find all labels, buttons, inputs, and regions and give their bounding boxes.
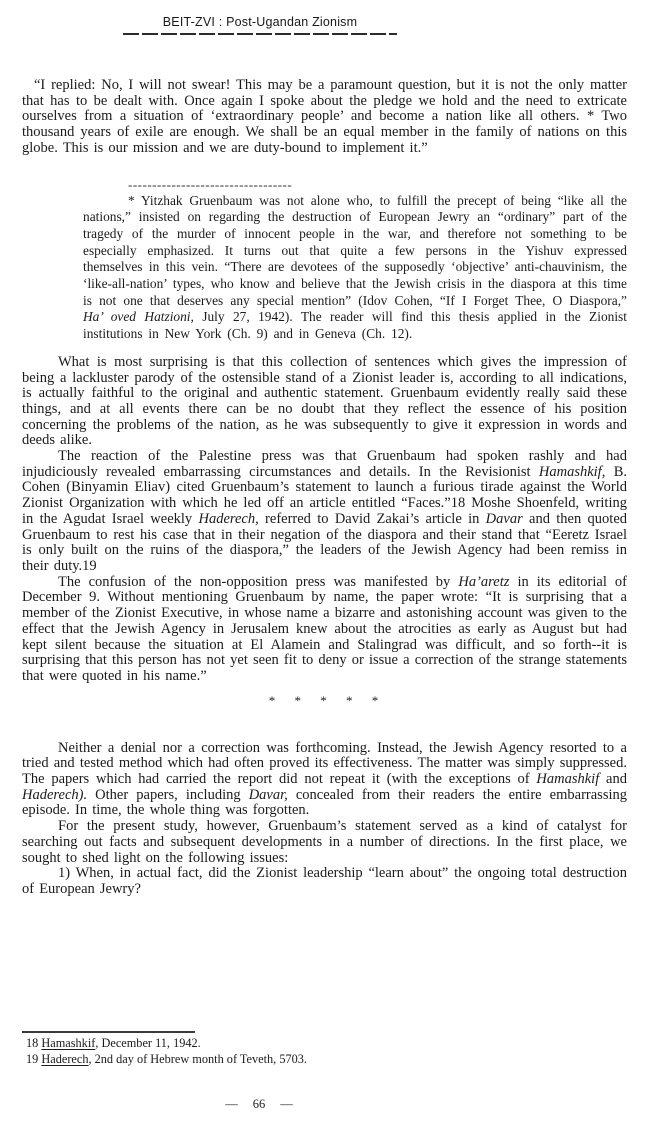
paragraph-no-denial: Neither a denial nor a correction was forthcoming. Instead, the Jewish Agency resorted to a tried and tested method which had often proved its effectiveness. The matter was simply suppressed. The papers which had carried the report did not repeat it (with the exceptions of Hamashkif and Haderech). Other papers, including Davar, concealed from their readers the entire embarrassing episode. In time, the whole thing was forgotten.: [22, 739, 627, 819]
footnote-paragraph: * Yitzhak Gruenbaum was not alone who, to fulfill the precept of being “like all the nations,” insisted on regarding the destruction of European Jewry an “ordinary” part of the tragedy of the murder of innocent people in the war, and therefore not something to be especially emphasized. It turns out that quite a few persons in the Yishuv expressed themselves in this vein. “There are devotees of the supposedly ‘objective’ anti-chauvinism, the ‘like-all-nation’ types, who know and believe that the Jewish crisis in the diaspora at this time is not one that deserves any special mention” (Idov Cohen, “If I Forget Thee, O Diaspora,” Ha’ oved Hatzioni, July 27, 1942). The reader will find this thesis applied in the Zionist institutions in New York (Ch. 9) and in Geneva (Ch. 12).: [83, 192, 627, 342]
footnote-18: 18 Hamashkif, December 11, 1942.: [26, 1036, 201, 1050]
paragraph-present-study: For the present study, however, Gruenbaum’s statement served as a kind of catalyst for searching out facts and subsequent developments in a number of directions. In the first place, we sought to shed light on the following issues:: [22, 818, 627, 866]
page-body: [22, 0, 627, 898]
footnote-block: [83, 176, 627, 343]
running-head: BEIT-ZVI : Post-Ugandan Zionism: [162, 15, 358, 29]
footnote-rule: [22, 1031, 195, 1033]
page-number-dash-left: —: [225, 1097, 238, 1111]
page-number-value: 66: [252, 1097, 266, 1111]
page-footnotes: [26, 1036, 606, 1067]
paragraph-block-quote: “I replied: No, I will not swear! This may be a paramount question, but it is not the only matter that has to be dealt with. Once again I spoke about the pledge we hold and the need to extricate ourselves from a situation of ‘extraordinary people’ and become a nation like all others. * Two thousand years of exile are enough. We shall be an equal member in the family of nations on this globe. This is our mission and we are duty-bound to implement it.”: [22, 77, 627, 156]
paragraph-press-reaction: The reaction of the Palestine press was that Gruenbaum had spoken rashly and had injudiciously revealed embarrassing circumstances and details. In the Revisionist Hamashkif, B. Cohen (Binyamin Eliav) cited Gruenbaum’s statement to launch a furious tirade against the World Zionist Organization with which he led off an article entitled “Faces.”18 Moshe Shoenfeld, writing in the Agudat Israel weekly Haderech, referred to David Zakai’s article in Davar and then quoted Gruenbaum to rest his case that in their negation of the diaspora and their stand that “Eeretz Israel is only built on the ruins of the diaspora,” the leaders of the Jewish Agency had been remiss in their duty.19: [22, 448, 627, 574]
page-number: [0, 1097, 518, 1112]
footnote-divider: ----------------------------------: [128, 176, 293, 192]
paragraph-what-surprising: What is most surprising is that this collection of sentences which gives the impression of being a lackluster parody of the ostensible stand of a Zionist leader is, according to all indications, is actually faithful to the original and authentic statement. Gruenbaum evidently really said these things, and at all events there can be no doubt that they reflect the essence of his position concerning the problems of the nation, as he was subsequently to give it expression in words and deeds alike.: [22, 353, 627, 449]
paragraph-issue-1: 1) When, in actual fact, did the Zionist leadership “learn about” the ongoing total destruction of European Jewry?: [22, 865, 627, 897]
footnote-19: 19 Haderech, 2nd day of Hebrew month of Teveth, 5703.: [26, 1051, 307, 1066]
paragraph-press-confusion: The confusion of the non-opposition press was manifested by Ha’aretz in its editorial of December 9. Without mentioning Gruenbaum by name, the paper wrote: “It is surprising that a member of the Zionist Executive, in whose name a bizarre and astonishing account was given to the effect that the Jewish Agency in Jerusalem knew about the atrocities as early as August but had kept silent because the situation at El Alamein and Stalingrad was difficult, and so forth--it is surprising that this person has not yet seen fit to deny or issue a correction of the strange statements that were quoted in his name.”: [22, 573, 627, 684]
page-number-dash-right: —: [280, 1097, 293, 1111]
section-separator: * * * * *: [268, 692, 381, 708]
